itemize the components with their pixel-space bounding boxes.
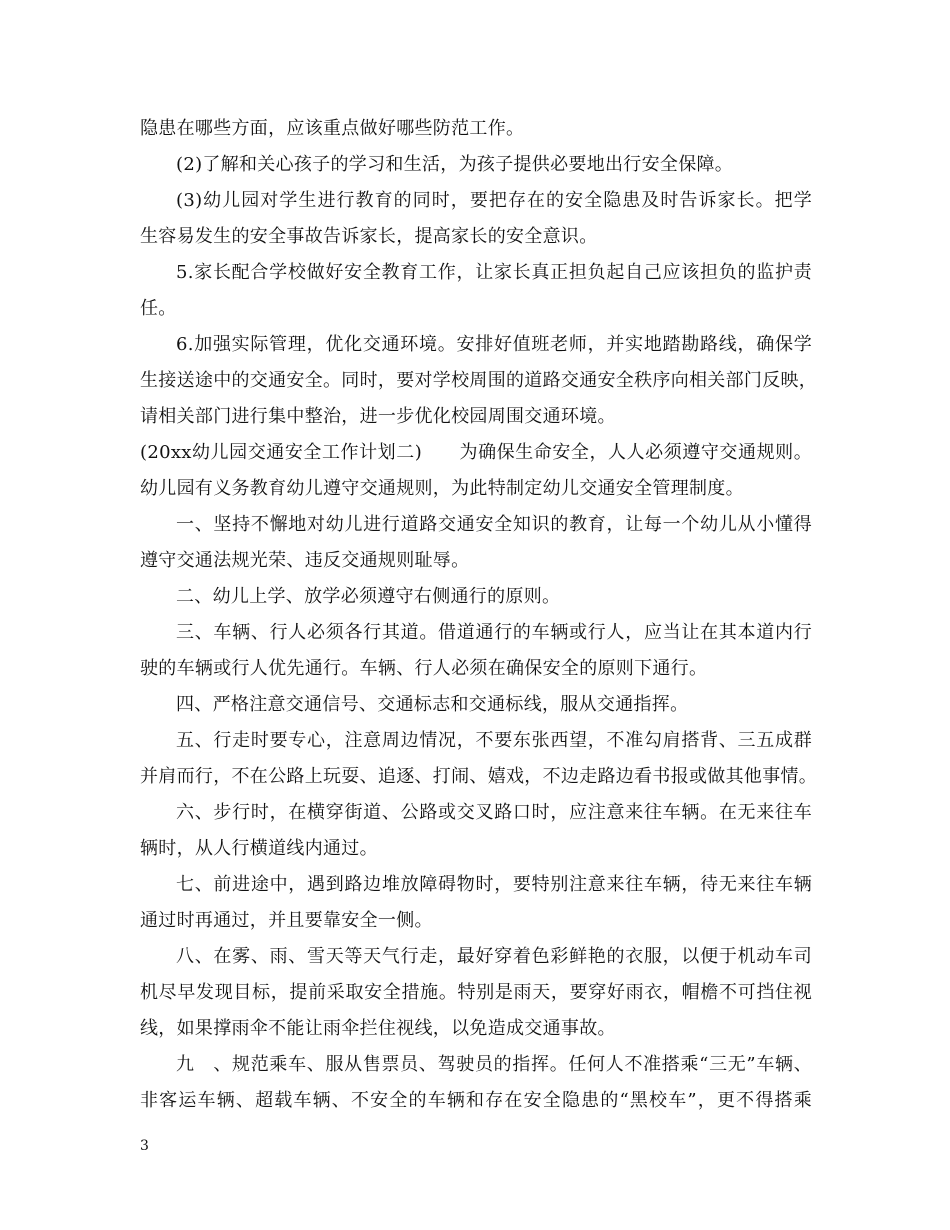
text-line: 驶的车辆或行人优先通行。车辆、行人必须在确保安全的原则下通行。 [140,658,708,679]
text-line: 生容易发生的安全事故告诉家长，提高家长的安全意识。 [140,226,598,247]
text-line: 任。 [140,298,177,319]
text-line: 五、行走时要专心，注意周边情况，不要东张西望，不准勾肩搭背、三五成群 [176,730,812,751]
text-line: 并肩而行，不在公路上玩耍、追逐、打闹、嬉戏，不边走路边看书报或做其他事情。 [140,766,818,787]
text-line: (3)幼儿园对学生进行教育的同时，要把存在的安全隐患及时告诉家长。把学 [176,190,812,211]
page-number: 3 [140,1138,149,1154]
text-line: 三、车辆、行人必须各行其道。借道通行的车辆或行人，应当让在其本道内行 [176,622,812,643]
text-line: 幼儿园有义务教育幼儿遵守交通规则，为此特制定幼儿交通安全管理制度。 [140,478,744,499]
text-line: 机尽早发现目标，提前采取安全措施。特别是雨天，要穿好雨衣，帽檐不可挡住视 [140,982,812,1003]
text-line: 遵守交通法规光荣、违反交通规则耻辱。 [140,550,470,571]
text-line: 一、坚持不懈地对幼儿进行道路交通安全知识的教育，让每一个幼儿从小懂得 [176,514,812,535]
text-line: 线，如果撑雨伞不能让雨伞拦住视线，以免造成交通事故。 [140,1018,616,1039]
text-line: 辆时，从人行横道线内通过。 [140,838,378,859]
text-line: 四、严格注意交通信号、交通标志和交通标线，服从交通指挥。 [176,694,689,715]
text-line: (2)了解和关心孩子的学习和生活，为孩子提供必要地出行安全保障。 [176,154,734,175]
text-line: 请相关部门进行集中整治，进一步优化校园周围交通环境。 [140,406,616,427]
text-line: 通过时再通过，并且要靠安全一侧。 [140,910,433,931]
text-line: 生接送途中的交通安全。同时，要对学校周围的道路交通安全秩序向相关部门反映， [140,370,818,391]
text-line: 八、在雾、雨、雪天等天气行走，最好穿着色彩鲜艳的衣服，以便于机动车司 [176,946,812,967]
text-line: 隐患在哪些方面，应该重点做好哪些防范工作。 [140,118,525,139]
text-line: 二、幼儿上学、放学必须遵守右侧通行的原则。 [176,586,561,607]
text-line: 九 、规范乘车、服从售票员、驾驶员的指挥。任何人不准搭乘“三无”车辆、 [176,1054,812,1075]
text-line: 非客运车辆、超载车辆、不安全的车辆和存在安全隐患的“黑校车”，更不得搭乘 [140,1090,812,1111]
text-line: 6.加强实际管理，优化交通环境。安排好值班老师，并实地踏勘路线，确保学 [176,334,812,355]
text-line: 5.家长配合学校做好安全教育工作，让家长真正担负起自己应该担负的监护责 [176,262,812,283]
text-line: 七、前进途中，遇到路边堆放障碍物时，要特别注意来往车辆，待无来往车辆 [176,874,812,895]
text-line: (20xx幼儿园交通安全工作计划二) 为确保生命安全，人人必须遵守交通规则。 [140,442,812,463]
text-line: 六、步行时，在横穿街道、公路或交叉路口时，应注意来往车辆。在无来往车 [176,802,812,823]
